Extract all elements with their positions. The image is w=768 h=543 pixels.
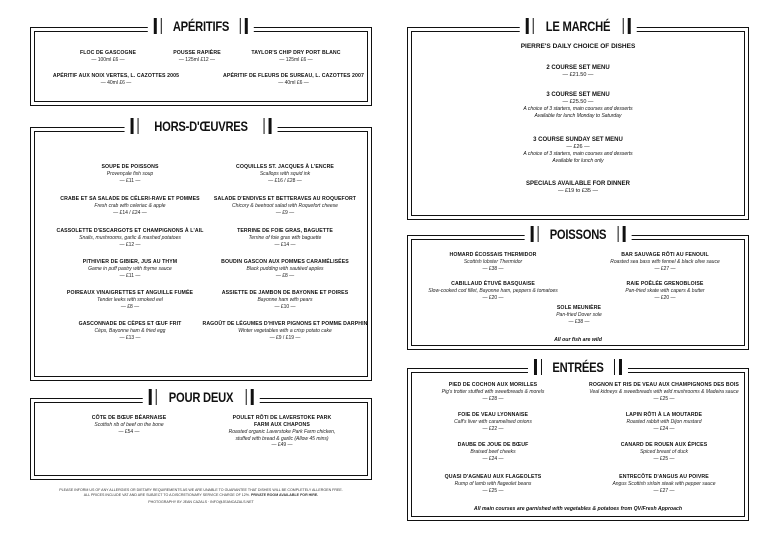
- pour-deux-title: POUR DEUX: [168, 389, 234, 405]
- aperitifs-title: APÉRITIFS: [172, 18, 230, 34]
- le-marche-section: [407, 18, 749, 220]
- menu-item: PITHIVIER DE GIBIER, JUS AU THYM Game in puff pastry with thyme sauce — £11 —: [82, 259, 178, 279]
- menu-item: CASSOLETTE D'ESCARGOTS ET CHAMPIGNONS À L'AIL Snails, mushrooms, garlic & mashed potatoes — £12 —: [56, 228, 204, 248]
- poissons-note: All our fish are wild: [554, 337, 602, 343]
- menu-item: PIED DE COCHON AUX MORILLES Pig's trotter stuffed with sweetbreads & morels — £28 —: [441, 382, 545, 402]
- menu-item: SOLE MEUNIÈRE Pan-fried Dover sole — £38 —: [556, 305, 602, 325]
- menu-item: FLOC DE GASCOGNE — 100ml £6 —: [79, 50, 137, 63]
- entrees-note: All main courses are garnished with vegetables & potatoes from QV/Fresh Approach: [473, 506, 683, 512]
- menu-item: QUASI D'AGNEAU AUX FLAGEOLETS Rump of lamb with flageolet beans — £25 —: [444, 474, 542, 494]
- menu-item: SOUPE DE POISSONS Provençale fish soup — £11 —: [101, 164, 159, 184]
- menu-item: COQUILLES ST. JACQUES À L'ENCRE Scallops with squid ink — £16 / £28 —: [235, 164, 334, 184]
- hors-doeuvres-title: HORS-D'ŒUVRES: [154, 118, 248, 134]
- aperitifs-section: [30, 18, 372, 106]
- menu-item: TERRINE DE FOIE GRAS, BAGUETTE Terrine of foie gras with baguette — £14 —: [237, 228, 333, 248]
- menu-item: HOMARD ÉCOSSAIS THERMIDOR Scottish lobster Thermidor — £38 —: [449, 252, 537, 272]
- menu-item: FOIE DE VEAU LYONNAISE Calf's liver with caramelised onions — £22 —: [454, 412, 532, 432]
- entrees-title: ENTRÉES: [552, 359, 604, 375]
- menu-item: POULET RÔTI DE LAVERSTOKE PARK FARM AUX CHAPONS Roasted organic Laverstoke Park Farm chicken, stuffed with bread & garlic (Allow 45 mins) — £49 —: [228, 415, 336, 448]
- marche-heading: PIERRE'S DAILY CHOICE OF DISHES: [520, 43, 636, 50]
- aperitifs-header: [148, 18, 254, 34]
- menu-item: BAR SAUVAGE RÔTI AU FENOUIL Roasted sea bass with fennel & black olive sauce — £27 —: [610, 252, 720, 272]
- pour-deux-section: [30, 389, 372, 480]
- menu-item: CABILLAUD ÉTUVÉ BASQUAISE Slow-cooked cod fillet, Bayonne ham, peppers & tomatoes — £20 —: [428, 281, 558, 301]
- menu-item: CÔTE DE BŒUF BÉARNAISE Scottish rib of beef on the bone — £54 —: [91, 415, 167, 435]
- menu-item: APÉRITIF AUX NOIX VERTES, L. CAZOTTES 2005 — 40ml £6 —: [52, 73, 180, 86]
- footer: [30, 488, 372, 505]
- menu-item: 2 COURSE SET MENU — £21.50 —: [546, 65, 610, 78]
- private-room-note: PRIVATE ROOM AVAILABLE FOR HIRE.: [250, 493, 319, 497]
- menu-item: CANARD DE ROUEN AUX ÉPICES Spiced breast of duck — £25 —: [620, 442, 708, 462]
- poissons-header: [525, 226, 632, 242]
- photo-credit: PHOTOGRAPHY BY JEAN CAZALS · INFO@JEANCAZALS.NET: [148, 500, 254, 504]
- menu-item: POUSSE RAPIÈRE — 125ml £12 —: [173, 50, 221, 63]
- allergy-note: PLEASE INFORM US OF ANY ALLERGIES OR DIETARY REQUIREMENTS AS WE ARE UNABLE TO GUARANTEE THAT DISHES WILL BE COMPLETELY ALLERGEN FREE.: [59, 488, 343, 492]
- menu-item: RAIE POÊLÉE GRENOBLOISE Pan-fried skate with capers & butter — £20 —: [625, 281, 705, 301]
- menu-item: ROGNON ET RIS DE VEAU AUX CHAMPIGNONS DES BOIS Veal kidneys & sweetbreads with wild mushrooms & Madeira sauce — £25 —: [589, 382, 739, 402]
- menu-item: RAGOÛT DE LÉGUMES D'HIVER PIGNONS ET POMME DARPHIN Winter vegetables with a crisp potato cake — £9 / £19 —: [202, 321, 368, 341]
- le-marche-title: LE MARCHÉ: [545, 18, 611, 34]
- entrees-header: [528, 359, 628, 375]
- menu-item: 3 COURSE SUNDAY SET MENU — £26 — A choice of 3 starters, main courses and desserts Available for lunch only: [523, 137, 633, 164]
- menu-item: DAUBE DE JOUE DE BŒUF Braised beef cheeks — £24 —: [457, 442, 529, 462]
- menu-item: SPECIALS AVAILABLE FOR DINNER — £19 to £35 —: [526, 181, 630, 194]
- price-note: ALL PRICES INCLUDE VAT AND ARE SUBJECT TO A DISCRETIONARY SERVICE CHARGE OF 12%.: [83, 493, 250, 497]
- menu-item: APÉRITIF DE FLEURS DE SUREAU, L. CAZOTTES 2007 — 40ml £6 —: [223, 73, 364, 86]
- menu-item: POIREAUX VINAIGRETTES ET ANGUILLE FUMÉE Tender leeks with smoked eel — £8 —: [66, 290, 194, 310]
- menu-item: 3 COURSE SET MENU — £25.50 — A choice of 3 starters, main courses and desserts Available for lunch Monday to Saturday: [523, 92, 633, 119]
- pour-deux-header: [143, 389, 260, 405]
- menu-item: LAPIN RÔTI À LA MOUTARDE Roasted rabbit with Dijon mustard — £24 —: [625, 412, 703, 432]
- poissons-section: [407, 226, 749, 350]
- menu-item: ENTRECÔTE D'ANGUS AU POIVRE Angus Scottish sirloin steak with pepper sauce — £27 —: [612, 474, 716, 494]
- menu-item: ASSIETTE DE JAMBON DE BAYONNE ET POIRES Bayonne ham with pears — £10 —: [221, 290, 349, 310]
- menu-item: CRABE ET SA SALADE DE CÉLERI-RAVE ET POMMES Fresh crab with celeriac & apple — £14 / £24 —: [60, 196, 200, 216]
- menu-item: GASCONNADE DE CÈPES ET ŒUF FRIT Cèps, Bayonne ham & fried egg — £13 —: [78, 321, 182, 341]
- menu-item: BOUDIN GASCON AUX POMMES CARAMÉLISÉES Black pudding with sautéed apples — £8 —: [221, 259, 349, 279]
- poissons-title: POISSONS: [549, 226, 607, 242]
- menu-item: TAYLOR'S CHIP DRY PORT BLANC — 125ml £6 —: [251, 50, 341, 63]
- hors-doeuvres-header: [125, 118, 278, 134]
- menu-item: SALADE D'ENDIVES ET BETTERAVES AU ROQUEFORT Chicory & beetroot salad with Roquefort cheese — £9 —: [213, 196, 357, 216]
- le-marche-header: [520, 18, 637, 34]
